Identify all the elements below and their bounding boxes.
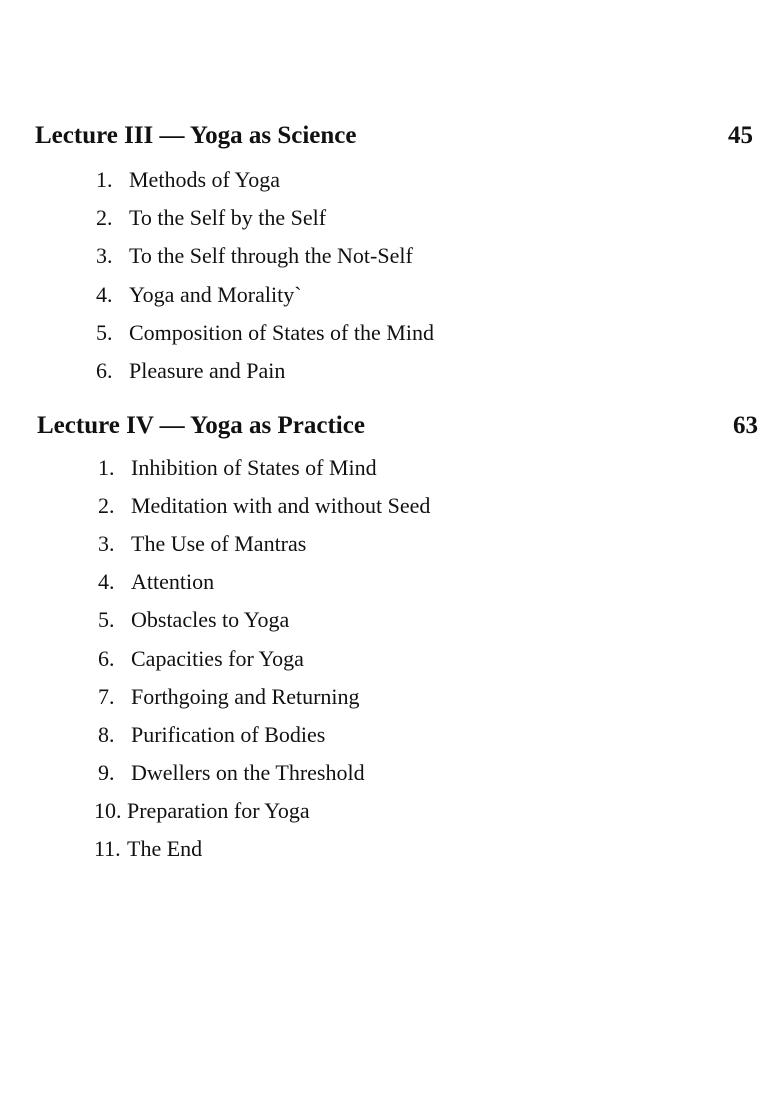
toc-entry-title: The End xyxy=(127,836,203,861)
toc-entry xyxy=(96,281,302,309)
toc-entry xyxy=(98,454,377,482)
section-heading: Lecture IV — Yoga as Practice xyxy=(37,412,365,439)
toc-entry-number: 4. xyxy=(98,569,115,595)
toc-entry-number: 6. xyxy=(98,645,115,671)
toc-entry-number: 2. xyxy=(96,205,113,231)
toc-entry-title: Meditation with and without Seed xyxy=(131,493,431,519)
toc-entry xyxy=(96,242,413,270)
toc-entry xyxy=(98,492,430,520)
toc-entry-number: 5. xyxy=(98,607,115,633)
toc-entry-number: 11. xyxy=(94,836,121,861)
toc-entry-number: 6. xyxy=(96,358,113,383)
toc-entry-title: Pleasure and Pain xyxy=(129,358,286,383)
toc-entry-title: Methods of Yoga xyxy=(129,167,280,192)
toc-entry xyxy=(98,759,365,787)
toc-entry-title: Purification of Bodies xyxy=(131,721,326,747)
toc-entry-title: Attention xyxy=(131,569,215,595)
section-page-number: 63 xyxy=(733,412,758,439)
toc-entry-title: Dwellers on the Threshold xyxy=(131,759,365,785)
toc-entry-title: Yoga and Morality` xyxy=(129,281,302,307)
toc-entry-number: 5. xyxy=(96,319,113,345)
toc-entry xyxy=(96,204,326,232)
toc-entry xyxy=(98,645,304,673)
toc-entry-title: Obstacles to Yoga xyxy=(131,607,290,633)
toc-entry-title: Preparation for Yoga xyxy=(127,797,310,823)
toc-entry-title: The Use of Mantras xyxy=(131,531,307,557)
toc-entry xyxy=(98,530,306,558)
toc-entry-number: 9. xyxy=(98,759,115,785)
toc-entry-number: 4. xyxy=(96,281,113,307)
toc-entry xyxy=(98,568,214,596)
toc-entry xyxy=(96,319,434,347)
toc-entry-number: 2. xyxy=(98,493,115,519)
toc-entry-title: Capacities for Yoga xyxy=(131,645,304,671)
toc-entry-number: 7. xyxy=(98,683,115,709)
toc-entry xyxy=(96,166,280,194)
toc-entry xyxy=(94,835,202,863)
toc-entry xyxy=(98,721,325,749)
toc-entry xyxy=(98,606,289,634)
toc-entry-title: To the Self through the Not-Self xyxy=(129,243,413,269)
toc-entry-number: 10. xyxy=(94,797,122,823)
section-page-number: 45 xyxy=(728,122,753,149)
section-heading: Lecture III — Yoga as Science xyxy=(35,122,357,149)
toc-entry-number: 3. xyxy=(96,243,113,269)
toc-entry-number: 3. xyxy=(98,531,115,557)
toc-entry-title: To the Self by the Self xyxy=(129,205,327,231)
toc-entry xyxy=(94,797,310,825)
toc-entry-title: Inhibition of States of Mind xyxy=(131,455,377,480)
toc-entry xyxy=(96,357,285,385)
toc-entry-number: 1. xyxy=(98,455,115,480)
toc-entry xyxy=(98,683,360,711)
toc-entry-title: Composition of States of the Mind xyxy=(129,319,434,345)
toc-entry-number: 1. xyxy=(96,167,113,192)
toc-entry-number: 8. xyxy=(98,721,115,747)
toc-entry-title: Forthgoing and Returning xyxy=(131,683,360,709)
